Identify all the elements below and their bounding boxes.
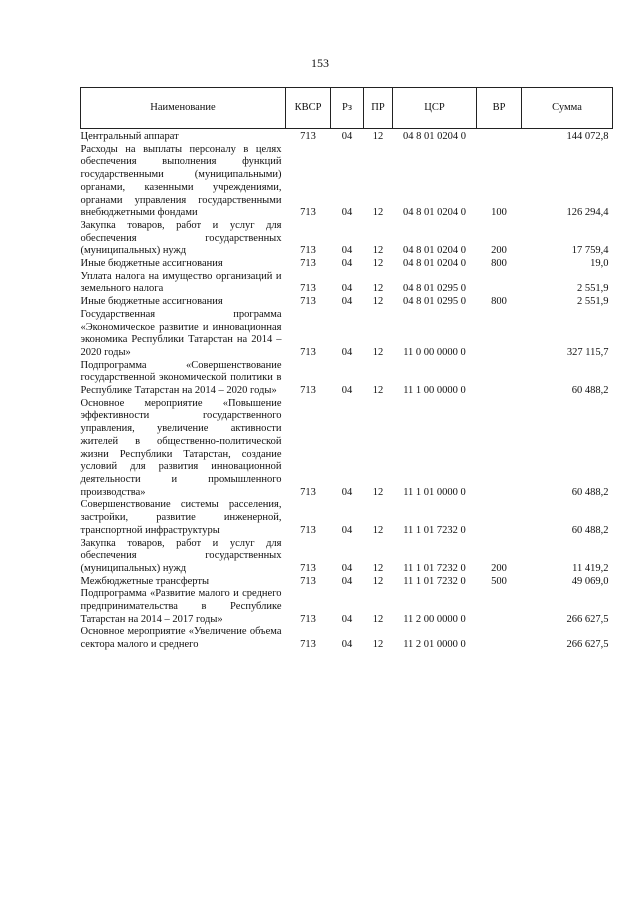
cell-vr: 200	[491, 245, 507, 257]
cell-name: Совершенствование системы расселения, застройки, развитие инженерной, транспортной инфраструктуры	[80, 499, 282, 536]
table-row	[81, 538, 613, 576]
cell-sum: 266 627,5	[566, 639, 609, 651]
cell-csr: 04 8 01 0204 0	[403, 258, 466, 270]
cell-name: Иные бюджетные ассигнования	[80, 296, 223, 308]
cell-sum: 11 419,2	[572, 562, 609, 574]
cell-csr: 11 1 01 0000 0	[403, 486, 466, 498]
cell-sum: 49 069,0	[571, 575, 609, 587]
cell-name: Расходы на выплаты персоналу в целях обеспечения выполнения функций государственными (муниципальными) органами, казенными учреждениями, органами управления государственными внебюджетными фондами	[80, 143, 282, 219]
cell-csr: 11 1 00 0000 0	[403, 385, 466, 397]
cell-vr	[477, 271, 522, 296]
table-row	[81, 588, 613, 626]
cell-sum: 60 488,2	[571, 385, 609, 397]
cell-name: Подпрограмма «Совершенствование государственной экономической политики в Республике Татарстан на 2014 – 2020 годы»	[80, 359, 282, 397]
cell-rz: 04	[341, 258, 353, 270]
cell-pr: 12	[372, 346, 384, 358]
table-row	[81, 129, 613, 144]
header-sum: Сумма	[522, 88, 613, 129]
cell-pr: 12	[372, 524, 384, 536]
cell-sum: 126 294,4	[566, 207, 609, 219]
cell-rz: 04	[341, 245, 353, 257]
cell-name: Основное мероприятие «Повышение эффективности государственного управления, увеличение активности жителей в общественно-политической жизни Республики Татарстан, создание условий для развития инновационной деятельности и промышленного производства»	[80, 397, 282, 498]
cell-kvsr: 713	[300, 258, 316, 270]
cell-pr: 12	[372, 245, 384, 257]
cell-vr	[477, 499, 522, 537]
cell-name: Уплата налога на имущество организаций и земельного налога	[80, 270, 282, 295]
cell-rz: 04	[341, 562, 353, 574]
cell-name: Закупка товаров, работ и услуг для обеспечения государственных (муниципальных) нужд	[80, 219, 282, 257]
cell-csr: 04 8 01 0204 0	[403, 131, 466, 142]
table-row	[81, 398, 613, 500]
cell-kvsr: 713	[300, 639, 316, 651]
header-name: Наименование	[81, 88, 286, 129]
cell-pr: 12	[372, 613, 384, 625]
cell-rz: 04	[341, 283, 353, 295]
cell-pr: 12	[372, 207, 384, 219]
cell-sum: 2 551,9	[577, 283, 609, 295]
cell-csr: 04 8 01 0204 0	[403, 207, 466, 219]
cell-pr: 12	[372, 575, 384, 587]
cell-kvsr: 713	[300, 524, 316, 536]
cell-kvsr: 713	[300, 575, 316, 587]
cell-rz: 04	[341, 346, 353, 358]
cell-sum: 60 488,2	[571, 486, 609, 498]
cell-pr: 12	[372, 258, 384, 270]
cell-vr: 500	[491, 575, 507, 587]
table-row	[81, 499, 613, 537]
cell-kvsr: 713	[300, 613, 316, 625]
cell-csr: 11 2 00 0000 0	[403, 613, 466, 625]
header-kvsr: КВСР	[286, 88, 331, 129]
cell-rz: 04	[341, 524, 353, 536]
cell-csr: 11 0 00 0000 0	[403, 346, 466, 358]
header-rz: Рз	[331, 88, 364, 129]
cell-kvsr: 713	[300, 562, 316, 574]
cell-sum: 2 551,9	[577, 296, 609, 308]
cell-vr: 200	[491, 562, 507, 574]
cell-kvsr: 713	[300, 486, 316, 498]
cell-sum: 327 115,7	[566, 346, 609, 358]
cell-kvsr: 713	[300, 283, 316, 295]
cell-pr: 12	[372, 385, 384, 397]
table-row	[81, 220, 613, 258]
table-row	[81, 626, 613, 651]
cell-csr: 04 8 01 0295 0	[403, 283, 466, 295]
header-vr: ВР	[477, 88, 522, 129]
cell-vr	[477, 626, 522, 651]
cell-kvsr: 713	[300, 131, 316, 142]
table-row	[81, 296, 613, 309]
cell-rz: 04	[341, 613, 353, 625]
cell-sum: 19,0	[590, 258, 609, 270]
cell-pr: 12	[372, 131, 384, 142]
cell-rz: 04	[341, 385, 353, 397]
table-header-row	[81, 88, 613, 129]
cell-rz: 04	[341, 575, 353, 587]
cell-pr: 12	[372, 639, 384, 651]
cell-rz: 04	[341, 207, 353, 219]
cell-pr: 12	[372, 283, 384, 295]
cell-name: Иные бюджетные ассигнования	[80, 258, 223, 270]
cell-pr: 12	[372, 486, 384, 498]
cell-vr	[477, 360, 522, 398]
cell-sum: 60 488,2	[571, 524, 609, 536]
cell-csr: 11 2 01 0000 0	[403, 639, 466, 651]
cell-pr: 12	[372, 562, 384, 574]
table-row	[81, 144, 613, 220]
cell-name: Государственная программа «Экономическое развитие и инновационная экономика Республики Татарстан на 2014 – 2020 годы»	[80, 308, 282, 358]
cell-vr	[477, 309, 522, 360]
cell-vr: 800	[491, 296, 507, 308]
cell-kvsr: 713	[300, 346, 316, 358]
table-row	[81, 360, 613, 398]
cell-vr	[477, 129, 522, 144]
cell-kvsr: 713	[300, 385, 316, 397]
cell-rz: 04	[341, 131, 353, 142]
cell-kvsr: 713	[300, 245, 316, 257]
cell-name: Центральный аппарат	[80, 131, 179, 142]
cell-sum: 144 072,8	[566, 131, 609, 142]
header-pr: ПР	[364, 88, 393, 129]
header-csr: ЦСР	[393, 88, 477, 129]
table-row	[81, 309, 613, 360]
cell-csr: 11 1 01 7232 0	[403, 562, 466, 574]
page-number: 153	[311, 56, 329, 70]
budget-table	[80, 87, 613, 652]
cell-kvsr: 713	[300, 207, 316, 219]
table-row	[81, 576, 613, 589]
cell-csr: 11 1 01 7232 0	[403, 575, 466, 587]
cell-vr	[477, 588, 522, 626]
cell-vr	[477, 398, 522, 500]
cell-name: Межбюджетные трансферты	[80, 575, 210, 587]
cell-pr: 12	[372, 296, 384, 308]
cell-rz: 04	[341, 639, 353, 651]
cell-csr: 11 1 01 7232 0	[403, 524, 466, 536]
cell-vr: 100	[491, 207, 507, 219]
cell-csr: 04 8 01 0204 0	[403, 245, 466, 257]
cell-rz: 04	[341, 486, 353, 498]
cell-name: Основное мероприятие «Увеличение объема сектора малого и среднего	[80, 626, 282, 651]
cell-vr: 800	[491, 258, 507, 270]
table-row	[81, 258, 613, 271]
cell-name: Закупка товаров, работ и услуг для обеспечения государственных (муниципальных) нужд	[80, 537, 282, 574]
cell-kvsr: 713	[300, 296, 316, 308]
cell-name: Подпрограмма «Развитие малого и среднего предпринимательства в Республике Татарстан на 2014 – 2017 годы»	[80, 588, 282, 625]
table-row	[81, 271, 613, 296]
cell-rz: 04	[341, 296, 353, 308]
cell-sum: 17 759,4	[571, 245, 609, 257]
cell-csr: 04 8 01 0295 0	[403, 296, 466, 308]
cell-sum: 266 627,5	[566, 613, 609, 625]
